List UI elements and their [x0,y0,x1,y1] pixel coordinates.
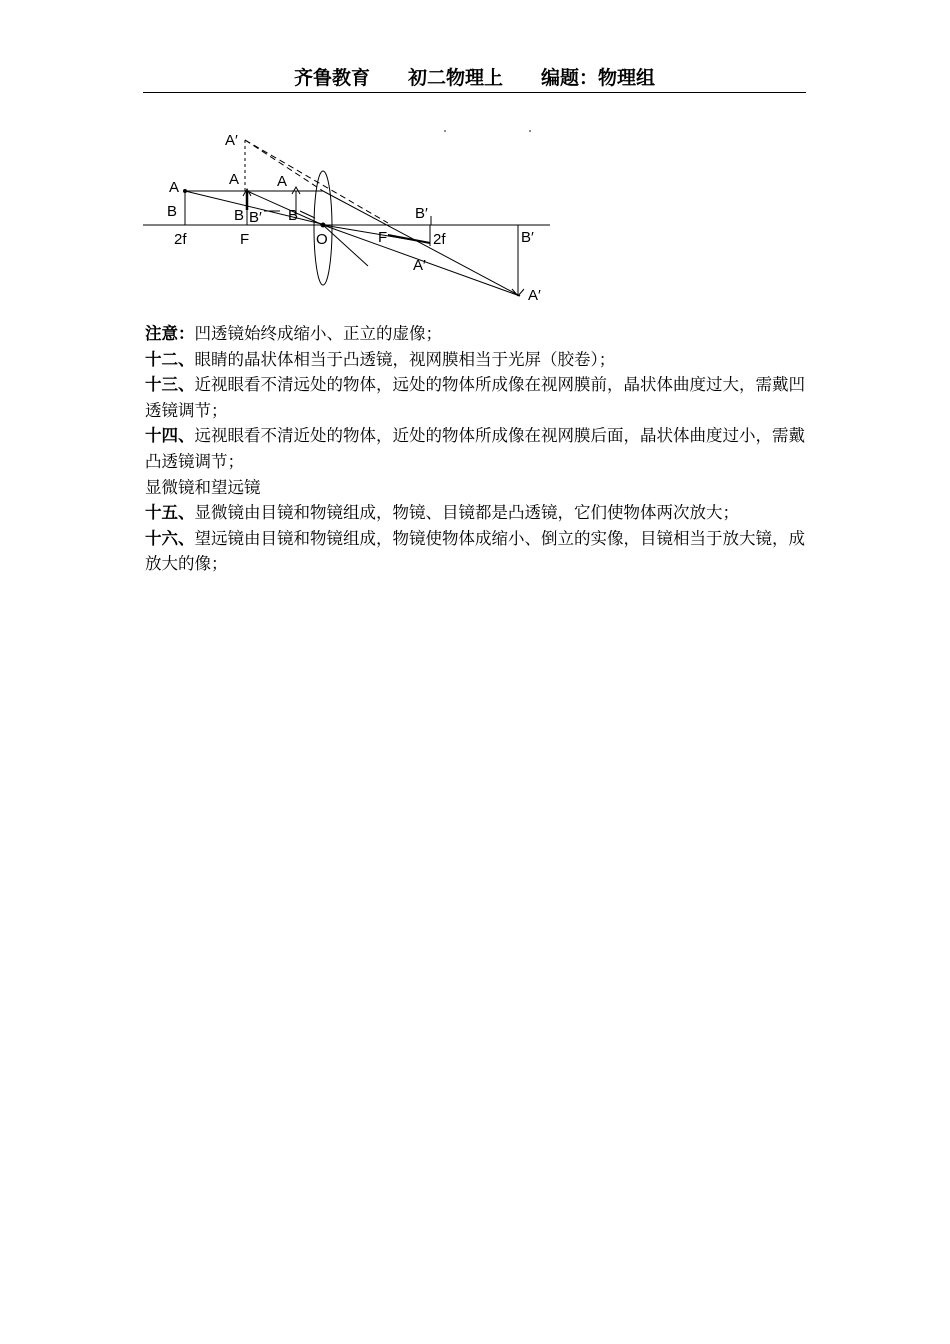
paragraph-text: 近视眼看不清远处的物体，远处的物体所成像在视网膜前，晶状体曲度过大，需戴凹透镜调节； [145,375,805,420]
paragraph-12 [145,347,807,373]
notes-body [145,321,807,577]
label-b-near: B [288,207,299,224]
label-a-left: A [169,179,180,196]
label-2f-right: 2f [433,231,446,248]
convex-lens [314,171,332,285]
paragraph-text: 显微镜由目镜和物镜组成，物镜、目镜都是凸透镜，它们使物体两次放大； [194,503,739,523]
paragraph-lead: 十五、 [145,503,195,523]
header-editor: 编题：物理组 [541,67,656,89]
header-school: 齐鲁教育 [293,67,370,89]
paragraph-text: 望远镜由目镜和物镜组成，物镜使物体成缩小、倒立的实像，目镜相当于放大镜，成放大的像； [145,528,805,574]
label-b-prime-right1: B′ [415,205,428,222]
page-header [143,64,806,93]
label-f-right: F [378,229,388,246]
label-b-left: B [167,203,178,220]
paragraph-lead: 十二、 [145,349,195,369]
label-b-prime-mid: B′ [249,209,262,226]
label-a-prime-bottom: A′ [528,287,541,304]
paragraph-lead: 十六、 [145,528,195,548]
header-course: 初二物理上 [407,67,503,89]
paragraph-note [145,321,807,347]
label-a-mid: A [229,171,240,188]
paragraph-text: 显微镜和望远镜 [145,477,261,497]
paragraph-15 [145,500,807,526]
paragraph-subheading [145,475,807,501]
label-a-prime-top: A′ [225,132,238,149]
label-a-prime-mid: A′ [413,257,426,274]
paragraph-lead: 十三、 [145,375,195,395]
paragraph-text: 远视眼看不清近处的物体，近处的物体所成像在视网膜后面，晶状体曲度过小，需戴凸透镜调节； [145,426,805,471]
label-a-near: A [277,173,288,190]
label-o: O [316,231,328,248]
label-f-left: F [240,231,250,248]
paragraph-lead: 十四、 [145,426,195,446]
paragraph-lead: 注意： [145,324,195,343]
paragraph-13 [145,372,807,423]
convex-lens-ray-diagram [140,118,560,318]
label-b-prime-right2: B′ [521,229,534,246]
paragraph-16 [145,526,807,577]
paragraph-14 [145,423,807,474]
paragraph-text: 眼睛的晶状体相当于凸透镜，视网膜相当于光屏（胶卷）； [194,349,616,369]
label-b-mid: B [234,207,245,224]
label-2f-left: 2f [174,231,187,248]
paragraph-text: 凹透镜始终成缩小、正立的虚像； [194,324,442,343]
